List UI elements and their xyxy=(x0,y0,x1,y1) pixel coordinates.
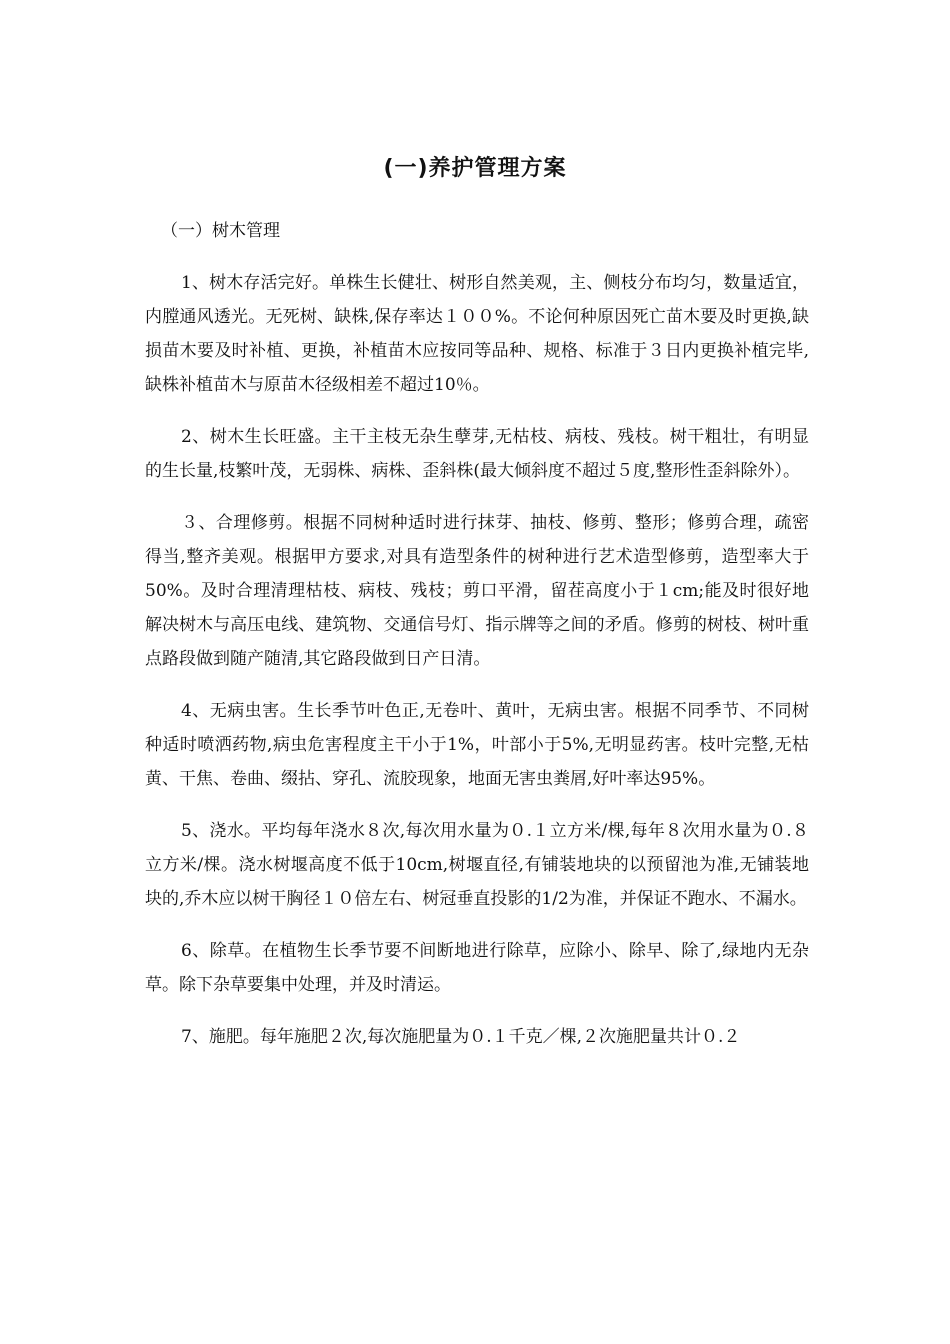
paragraph-2: 2、树木生长旺盛。主干主枝无杂生孽芽,无枯枝、病枝、残枝。树干粗壮，有明显的生长量,枝繁叶茂，无弱株、病株、歪斜株(最大倾斜度不超过５度,整形性歪斜除外）。 xyxy=(145,427,809,481)
paragraph-6: 6、除草。在植物生长季节要不间断地进行除草，应除小、除早、除了,绿地内无杂草。除下杂草要集中处理，并及时清运。 xyxy=(145,941,809,995)
paragraph-3: ３、合理修剪。根据不同树种适时进行抹芽、抽枝、修剪、整形；修剪合理，疏密得当,整齐美观。根据甲方要求,对具有造型条件的树种进行艺术造型修剪，造型率大于50%。及时合理清理枯枝、病枝、残枝；剪口平滑，留茬高度小于１cm;能及时很好地解决树木与高压电线、建筑物、交通信号灯、指示牌等之间的矛盾。修剪的树枝、树叶重点路段做到随产随清,其它路段做到日产日清。 xyxy=(145,513,809,669)
paragraph-7: 7、施肥。每年施肥２次,每次施肥量为０.１千克／棵,２次施肥量共计０.２ xyxy=(181,1027,741,1047)
document-title: (一)养护管理方案 xyxy=(383,156,567,181)
paragraph-4: 4、无病虫害。生长季节叶色正,无卷叶、黄叶，无病虫害。根据不同季节、不同树种适时喷洒药物,病虫危害程度主干小于1%，叶部小于5%,无明显药害。枝叶完整,无枯黄、干焦、卷曲、缀拈、穿孔、流胶现象，地面无害虫粪屑,好叶率达95%。 xyxy=(145,701,809,789)
paragraph-1: 1、树木存活完好。单株生长健壮、树形自然美观，主、侧枝分布均匀，数量适宜，内膛通风透光。无死树、缺株,保存率达１００%。不论何种原因死亡苗木要及时更换,缺损苗木要及时补植、更换，补植苗木应按同等品种、规格、标准于３日内更换补植完毕,缺株补植苗木与原苗木径级相差不超过10％。 xyxy=(145,273,809,395)
section-heading: （一）树木管理 xyxy=(161,221,280,241)
document-body xyxy=(145,214,809,1072)
paragraph-5: 5、浇水。平均每年浇水８次,每次用水量为０.１立方米/棵,每年８次用水量为０.８立方米/棵。浇水树堰高度不低于10cm,树堰直径,有铺装地块的以预留池为准,无铺装地块的,乔木应以树干胸径１０倍左右、树冠垂直投影的1/2为准，并保证不跑水、不漏水。 xyxy=(145,821,809,909)
